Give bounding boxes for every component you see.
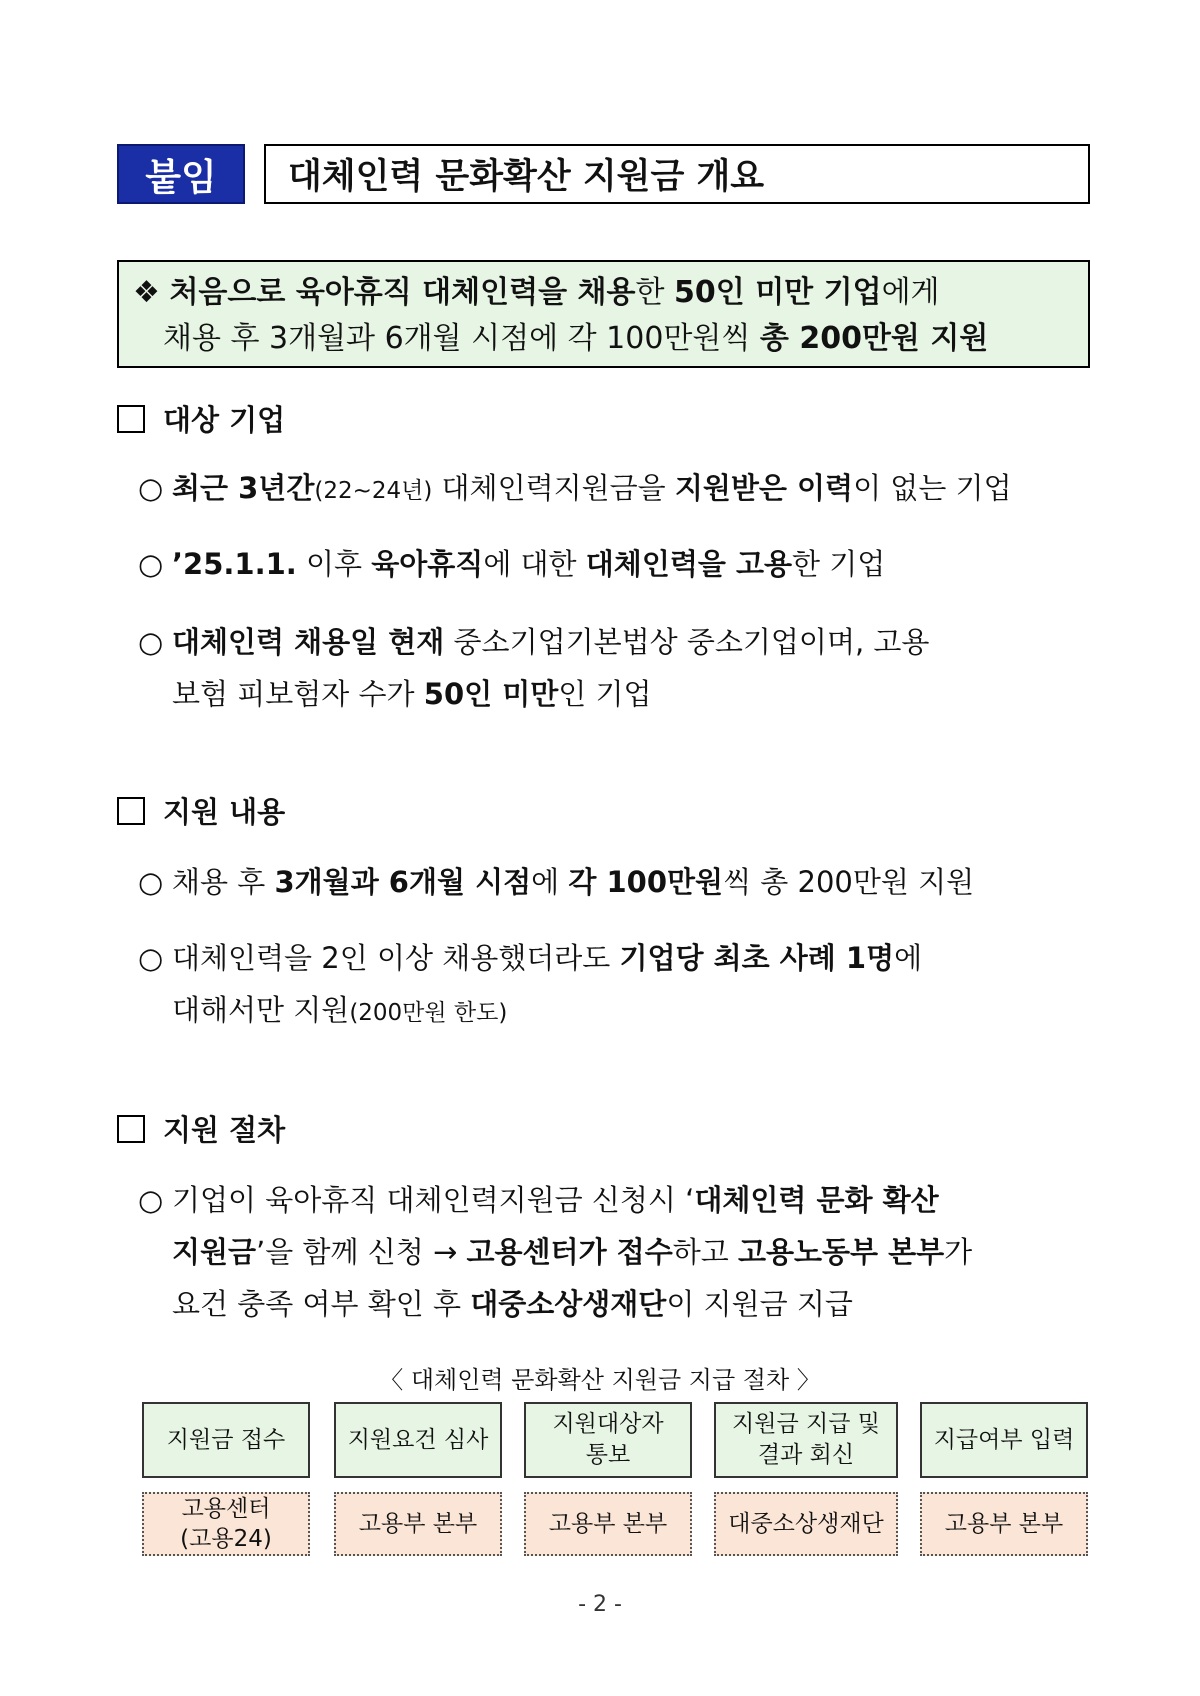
flow-step-3 xyxy=(524,1402,692,1478)
summary-l2-a: 채용 후 3개월과 6개월 시점에 각 100만원씩 xyxy=(163,321,760,356)
text: 대체인력을 2인 이상 채용했더라도 xyxy=(172,941,620,975)
summary-l1-c: 50인 미만 기업 xyxy=(674,275,882,310)
section-heading-content xyxy=(117,790,285,831)
flow-org-5 xyxy=(920,1492,1088,1556)
section-heading-procedure xyxy=(117,1108,285,1149)
summary-l1-a: 처음으로 육아휴직 대체인력을 채용 xyxy=(169,275,636,310)
target-bullet-2 xyxy=(138,538,1098,590)
content-bullet-2 xyxy=(138,932,1098,1039)
text: 채용 후 xyxy=(172,865,275,899)
step-label-2: 통보 xyxy=(585,1442,631,1468)
text: 씩 총 200만원 지원 xyxy=(723,865,975,899)
text: 에 대한 xyxy=(483,547,586,581)
text: 인 기업 xyxy=(558,677,652,711)
org-label: 고용센터 xyxy=(181,1496,271,1522)
checkbox-square-icon xyxy=(117,1115,145,1143)
text: 고용노동부 본부 xyxy=(737,1235,945,1269)
circle-bullet-icon: ○ xyxy=(138,941,164,975)
text: 3개월과 6개월 시점 xyxy=(274,865,532,899)
text: 대해서만 지원 xyxy=(172,993,350,1027)
text: 대체인력 채용일 현재 xyxy=(172,625,445,659)
step-label-2: 결과 회신 xyxy=(757,1442,855,1468)
circle-bullet-icon: ○ xyxy=(138,471,164,505)
text: (200만원 한도) xyxy=(349,1000,508,1026)
step-label: 지원요건 심사 xyxy=(347,1426,489,1453)
summary-l1-d: 에게 xyxy=(881,275,940,310)
text: 중소기업기본법상 중소기업이며, 고용 xyxy=(444,625,930,659)
text: 대중소상생재단 xyxy=(470,1287,667,1321)
text: 대체인력 문화 확산 xyxy=(694,1183,939,1217)
text: 지원받은 이력 xyxy=(674,471,854,505)
circle-bullet-icon: ○ xyxy=(138,865,164,899)
text: 육아휴직 xyxy=(371,547,484,581)
text: 이후 xyxy=(296,547,372,581)
summary-l2-b: 총 200만원 지원 xyxy=(759,321,989,356)
flow-org-2 xyxy=(334,1492,502,1556)
summary-line-2 xyxy=(133,316,1078,362)
target-bullet-3 xyxy=(138,616,1098,720)
flow-step-4 xyxy=(714,1402,898,1478)
checkbox-square-icon xyxy=(117,797,145,825)
procedure-bullet-1 xyxy=(138,1174,1098,1330)
flow-caption: 〈 대체인력 문화확산 지원금 지급 절차 〉 xyxy=(379,1366,821,1394)
org-label: 고용부 본부 xyxy=(944,1511,1064,1537)
diamond-bullet-icon: ❖ xyxy=(133,275,160,310)
flow-step-5 xyxy=(920,1402,1088,1478)
org-label: 대중소상생재단 xyxy=(728,1511,884,1537)
section-title: 지원 내용 xyxy=(163,795,286,829)
org-label-2: (고용24) xyxy=(180,1526,272,1552)
text: 보험 피보험자 수가 xyxy=(172,677,424,711)
text: 기업이 육아휴직 대체인력지원금 신청시 ‘ xyxy=(172,1183,695,1217)
text: 최근 3년간 xyxy=(172,471,315,505)
text: 가 xyxy=(944,1235,973,1269)
flow-org-1 xyxy=(142,1492,310,1556)
circle-bullet-icon: ○ xyxy=(138,547,164,581)
summary-l1-b: 한 xyxy=(635,275,675,310)
text: 대체인력을 고용 xyxy=(585,547,792,581)
target-bullet-1 xyxy=(138,462,1098,517)
text: ’을 함께 신청 → xyxy=(256,1235,467,1269)
text: (22~24년) xyxy=(314,478,433,504)
text: 하고 xyxy=(672,1235,738,1269)
section-heading-target xyxy=(117,398,285,439)
step-label: 지원금 접수 xyxy=(166,1426,286,1453)
step-label: 지원대상자 xyxy=(552,1411,664,1437)
text: 기업당 최초 사례 1명 xyxy=(619,941,895,975)
flow-step-1 xyxy=(142,1402,310,1478)
summary-box xyxy=(117,260,1090,368)
text: 이 없는 기업 xyxy=(853,471,1012,505)
step-label: 지원금 지급 및 xyxy=(732,1411,880,1437)
attachment-tag: 붙임 xyxy=(117,144,245,204)
text: 각 100만원 xyxy=(568,865,724,899)
org-label: 고용부 본부 xyxy=(358,1511,478,1537)
section-title: 대상 기업 xyxy=(163,403,286,437)
summary-line-1 xyxy=(133,270,1078,316)
text: 대체인력지원금을 xyxy=(432,471,675,505)
circle-bullet-icon: ○ xyxy=(138,625,164,659)
content-bullet-1 xyxy=(138,856,1098,908)
text: ’25.1.1. xyxy=(172,547,297,581)
text: 이 지원금 지급 xyxy=(666,1287,853,1321)
text: 지원금 xyxy=(172,1235,257,1269)
text: 에 xyxy=(894,941,923,975)
text: 한 기업 xyxy=(792,547,886,581)
page-number: - 2 - xyxy=(578,1592,622,1617)
text: 고용센터가 접수 xyxy=(466,1235,673,1269)
section-title: 지원 절차 xyxy=(163,1113,286,1147)
flow-org-4 xyxy=(714,1492,898,1556)
page-title: 대체인력 문화확산 지원금 개요 xyxy=(264,144,1090,204)
step-label: 지급여부 입력 xyxy=(933,1426,1075,1453)
flow-step-2 xyxy=(334,1402,502,1478)
flow-org-3 xyxy=(524,1492,692,1556)
circle-bullet-icon: ○ xyxy=(138,1183,164,1217)
text: 50인 미만 xyxy=(423,677,559,711)
text: 요건 충족 여부 확인 후 xyxy=(172,1287,471,1321)
checkbox-square-icon xyxy=(117,405,145,433)
org-label: 고용부 본부 xyxy=(548,1511,668,1537)
text: 에 xyxy=(531,865,569,899)
